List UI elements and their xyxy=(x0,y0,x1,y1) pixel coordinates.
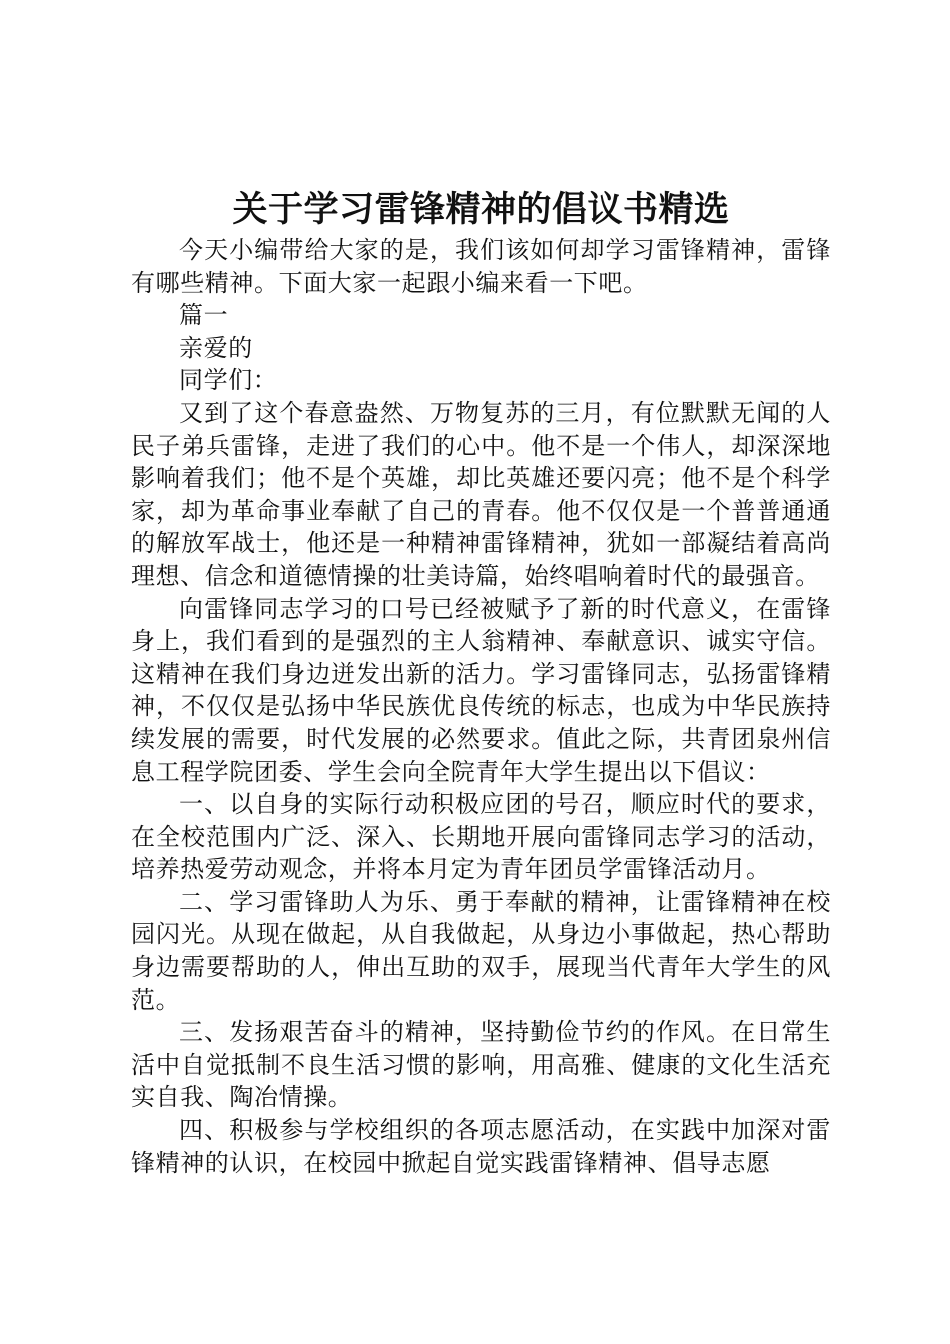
paragraph-intro: 今天小编带给大家的是，我们该如何却学习雷锋精神，雷锋有哪些精神。下面大家一起跟小编来看一下吧。 xyxy=(131,236,831,297)
paragraph-body-1: 又到了这个春意盎然、万物复苏的三月，有位默默无闻的人民子弟兵雷锋，走进了我们的心中。他不是一个伟人，却深深地影响着我们；他不是个英雄，却比英雄还要闪亮；他不是个科学家，却为革命事业奉献了自己的青春。他不仅仅是一个普普通通的解放军战士，他还是一种精神雷锋精神，犹如一部凝结着高尚理想、信念和道德情操的壮美诗篇，始终唱响着时代的最强音。 xyxy=(131,398,831,590)
paragraph-proposal-2: 二、学习雷锋助人为乐、勇于奉献的精神，让雷锋精神在校园闪光。从现在做起，从自我做起，从身边小事做起，热心帮助身边需要帮助的人，伸出互助的双手，展现当代青年大学生的风范。 xyxy=(131,887,831,1014)
paragraph-body-2: 向雷锋同志学习的口号已经被赋予了新的时代意义，在雷锋身上，我们看到的是强烈的主人翁精神、奉献意识、诚实守信。这精神在我们身边迸发出新的活力。学习雷锋同志，弘扬雷锋精神，不仅仅是弘扬中华民族优良传统的标志，也成为中华民族持续发展的需要，时代发展的必然要求。值此之际，共青团泉州信息工程学院团委、学生会向全院青年大学生提出以下倡议： xyxy=(131,594,831,786)
paragraph-salutation-1: 亲爱的 xyxy=(179,333,253,362)
paragraph-section-label: 篇一 xyxy=(179,301,229,330)
document-page xyxy=(131,186,831,1179)
document-title: 关于学习雷锋精神的倡议书精选 xyxy=(232,189,730,230)
paragraph-salutation-2: 同学们： xyxy=(179,366,278,395)
paragraph-proposal-3: 三、发扬艰苦奋斗的精神，坚持勤俭节约的作风。在日常生活中自觉抵制不良生活习惯的影响，用高雅、健康的文化生活充实自我、陶冶情操。 xyxy=(131,1018,831,1112)
paragraph-proposal-1: 一、以自身的实际行动积极应团的号召，顺应时代的要求，在全校范围内广泛、深入、长期地开展向雷锋同志学习的活动，培养热爱劳动观念，并将本月定为青年团员学雷锋活动月。 xyxy=(131,790,831,884)
paragraph-proposal-4: 四、积极参与学校组织的各项志愿活动，在实践中加深对雷锋精神的认识，在校园中掀起自觉实践雷锋精神、倡导志愿 xyxy=(131,1116,831,1177)
